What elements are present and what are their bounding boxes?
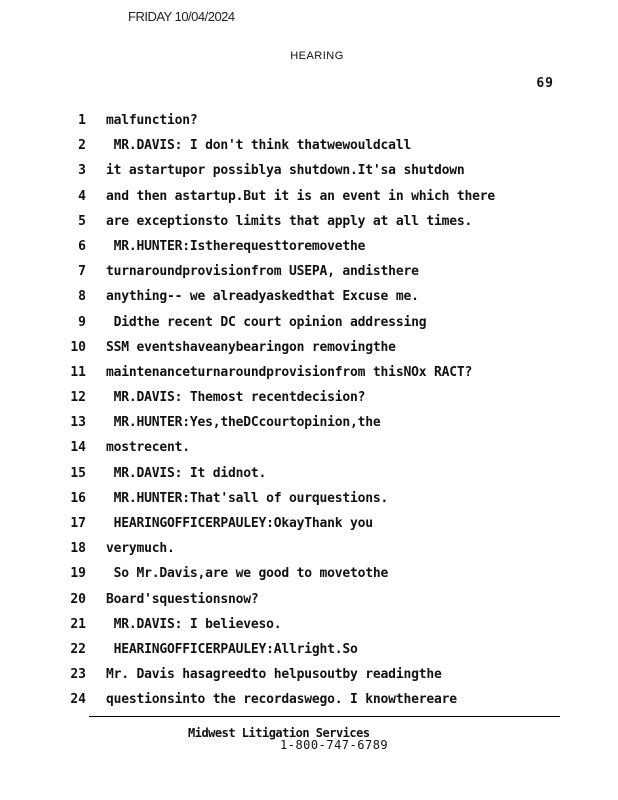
- transcript-line: [0, 339, 618, 364]
- line-text: Didthe recent DC court opinion addressing: [106, 314, 427, 330]
- line-number: 12: [70, 390, 86, 406]
- line-number: 19: [70, 566, 86, 582]
- header-date: FRIDAY 10/04/2024: [128, 9, 235, 24]
- transcript-line: [0, 540, 618, 565]
- transcript-line: [0, 137, 618, 162]
- line-number: 7: [78, 264, 86, 280]
- transcript-line: [0, 691, 618, 716]
- line-text: turnaroundprovisionfrom USEPA, andisthere: [106, 264, 419, 280]
- line-number: 9: [78, 314, 86, 330]
- transcript-line: [0, 364, 618, 389]
- line-text: SSM eventshaveanybearingon removingthe: [106, 339, 396, 355]
- line-number: 2: [78, 138, 86, 154]
- transcript-lines: [0, 112, 618, 717]
- line-text: malfunction?: [106, 113, 198, 128]
- line-number: 22: [70, 641, 86, 657]
- line-number: 23: [70, 667, 86, 683]
- line-number: 8: [78, 289, 86, 305]
- line-number: 17: [70, 516, 86, 531]
- line-text: and then astartup.But it is an event in which there: [106, 188, 495, 204]
- line-text: maintenanceturnaroundprovisionfrom thisNOx RACT?: [106, 364, 473, 380]
- line-text: it astartupor possiblya shutdown.It'sa shutdown: [106, 163, 465, 179]
- line-number: 1: [78, 113, 86, 128]
- transcript-line: [0, 389, 618, 414]
- line-text: Mr. Davis hasagreedto helpusoutby readingthe: [106, 667, 442, 683]
- transcript-line: [0, 515, 618, 540]
- line-text: MR.DAVIS: Themost recentdecision?: [106, 390, 366, 406]
- line-text: MR.DAVIS: I don't think thatwewouldcall: [106, 138, 412, 154]
- transcript-line: [0, 188, 618, 213]
- line-number: 16: [70, 490, 86, 506]
- line-text: are exceptionsto limits that apply at all times.: [106, 213, 473, 229]
- line-number: 4: [78, 188, 86, 204]
- line-text: Board'squestionsnow?: [106, 591, 259, 607]
- transcript-line: [0, 439, 618, 464]
- line-text: MR.HUNTER:That'sall of ourquestions.: [106, 490, 389, 506]
- transcript-line: [0, 616, 618, 641]
- page-number: 69: [536, 76, 554, 91]
- footer-divider: [89, 716, 560, 717]
- transcript-line: [0, 213, 618, 238]
- line-text: mostrecent.: [106, 440, 190, 456]
- transcript-line: [0, 162, 618, 187]
- transcript-line: [0, 591, 618, 616]
- line-number: 20: [70, 591, 86, 607]
- line-text: verymuch.: [106, 541, 175, 557]
- transcript-line: [0, 238, 618, 263]
- transcript-line: [0, 666, 618, 691]
- transcript-line: [0, 314, 618, 339]
- transcript-line: [0, 490, 618, 515]
- line-text: anything-- we alreadyaskedthat Excuse me.: [106, 289, 419, 305]
- transcript-line: [0, 565, 618, 590]
- line-number: 15: [70, 465, 86, 481]
- line-text: questionsinto the recordaswego. I knowthereare: [106, 692, 457, 708]
- line-number: 11: [70, 364, 86, 380]
- transcript-line: [0, 263, 618, 288]
- line-number: 5: [78, 213, 86, 229]
- line-number: 3: [78, 163, 86, 179]
- line-text: MR.HUNTER:Yes,theDCcourtopinion,the: [106, 415, 381, 431]
- line-text: MR.DAVIS: It didnot.: [106, 465, 267, 481]
- line-text: MR.DAVIS: I believeso.: [106, 616, 282, 632]
- line-number: 14: [70, 440, 86, 456]
- document-title: HEARING: [290, 50, 344, 62]
- line-text: HEARINGOFFICERPAULEY:OkayThank you: [106, 516, 373, 531]
- line-text: MR.HUNTER:Istherequesttoremovethe: [106, 238, 366, 254]
- line-text: So Mr.Davis,are we good to movetothe: [106, 566, 389, 582]
- transcript-line: [0, 288, 618, 313]
- line-number: 24: [70, 692, 86, 708]
- line-number: 21: [70, 616, 86, 632]
- footer-company: Midwest Litigation Services: [188, 726, 370, 740]
- footer-phone: 1-800-747-6789: [280, 738, 389, 752]
- transcript-line: [0, 641, 618, 666]
- line-text: HEARINGOFFICERPAULEY:Allright.So: [106, 641, 358, 657]
- line-number: 18: [70, 541, 86, 557]
- transcript-line: [0, 414, 618, 439]
- line-number: 13: [70, 415, 86, 431]
- line-number: 10: [70, 339, 86, 355]
- line-number: 6: [78, 238, 86, 254]
- transcript-line: [0, 465, 618, 490]
- transcript-line: [0, 112, 618, 137]
